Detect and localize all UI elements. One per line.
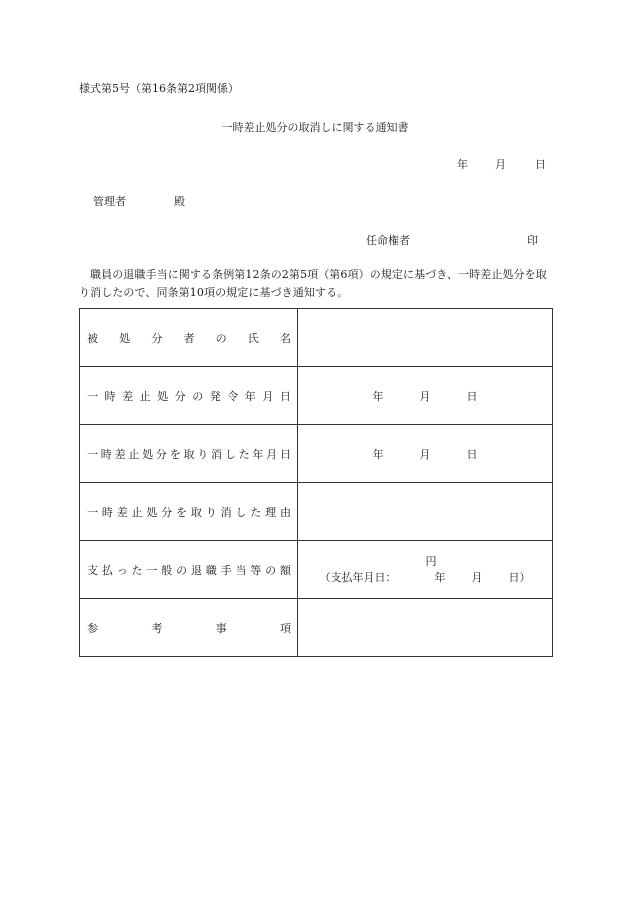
label-char: 日: [279, 389, 291, 403]
label-remarks: [80, 599, 298, 657]
label-char: 分: [174, 389, 186, 403]
label-characters: [87, 504, 291, 520]
label-char: の: [176, 563, 188, 577]
label-char: 年: [244, 389, 256, 403]
label-char: の: [265, 563, 277, 577]
label-char: 時: [100, 447, 112, 461]
payment-year-label: 年: [434, 570, 446, 584]
table-row: [80, 425, 553, 483]
label-char: た: [238, 447, 250, 461]
label-char: 処: [157, 389, 169, 403]
label-disposition-issue-date: [80, 367, 298, 425]
label-revocation-reason: [80, 483, 298, 541]
label-char: 当: [235, 563, 247, 577]
label-char: 一: [146, 563, 158, 577]
label-char: 般: [161, 563, 173, 577]
label-char: 処: [146, 505, 158, 519]
label-char: 令: [227, 389, 239, 403]
label-char: し: [235, 505, 247, 519]
label-char: 額: [279, 563, 291, 577]
label-char: の: [192, 389, 204, 403]
year-label: 年: [372, 389, 384, 403]
label-characters: [87, 562, 291, 578]
notice-table: [79, 308, 553, 657]
label-char: 者: [183, 331, 195, 345]
label-char: り: [197, 447, 209, 461]
label-char: 止: [139, 389, 151, 403]
table-row: [80, 599, 553, 657]
label-char: 一: [87, 389, 98, 403]
label-characters: [87, 388, 291, 404]
label-revocation-date: [80, 425, 298, 483]
month-label: 月: [419, 389, 431, 403]
issue-year-label: 年: [457, 158, 468, 171]
issue-day-label: 日: [535, 158, 546, 171]
label-char: 項: [279, 621, 291, 635]
month-label: 月: [419, 447, 431, 461]
seal-mark: 印: [527, 234, 538, 247]
label-char: た: [250, 505, 262, 519]
label-char: 一: [87, 505, 98, 519]
value-revocation-date[interactable]: [298, 425, 553, 483]
label-char: 止: [131, 505, 143, 519]
payment-date: [298, 570, 552, 586]
label-char: 職: [205, 563, 217, 577]
label-char: 月: [266, 447, 278, 461]
label-char: 消: [220, 505, 232, 519]
label-char: 理: [265, 505, 277, 519]
label-char: り: [205, 505, 217, 519]
label-char: 発: [209, 389, 221, 403]
issue-month-label: 月: [495, 158, 506, 171]
document-title: 一時差止処分の取消しに関する通知書: [221, 121, 409, 134]
label-char: 時: [104, 389, 116, 403]
label-char: 退: [190, 563, 202, 577]
value-disposition-issue-date[interactable]: [298, 367, 553, 425]
value-paid-allowance-amount[interactable]: [298, 541, 553, 599]
label-char: 分: [151, 331, 163, 345]
label-char: 取: [183, 447, 195, 461]
payment-month-label: 月: [471, 570, 483, 584]
label-char: た: [131, 563, 143, 577]
label-char: 参: [87, 621, 98, 635]
label-char: 支: [87, 563, 98, 577]
label-char: 処: [119, 331, 131, 345]
value-revocation-reason[interactable]: [298, 483, 553, 541]
addressee-name: 管理者: [93, 195, 126, 208]
label-char: 差: [122, 389, 134, 403]
body-line-2: り消したので、同条第10項の規定に基づき通知する。: [79, 286, 349, 299]
label-char: 年: [252, 447, 264, 461]
year-label: 年: [372, 447, 384, 461]
label-char: っ: [116, 563, 128, 577]
label-char: 手: [220, 563, 232, 577]
label-char: 被: [87, 331, 98, 345]
label-char: 等: [250, 563, 262, 577]
issue-date: [457, 156, 546, 172]
body-line-1: 職員の退職手当に関する条例第12条の2第5項（第6項）の規定に基づき、一時差止処分を取: [90, 268, 547, 281]
table-row: [80, 367, 553, 425]
label-char: 時: [101, 505, 113, 519]
label-characters: [87, 446, 291, 462]
label-char: を: [176, 505, 188, 519]
label-char: 消: [211, 447, 223, 461]
label-paid-allowance-amount: [80, 541, 298, 599]
label-char: 日: [279, 447, 291, 461]
label-characters: [87, 330, 291, 346]
label-char: 考: [151, 621, 163, 635]
table-row: [80, 483, 553, 541]
label-char: 分: [155, 447, 167, 461]
form-number: 様式第5号（第16条第2項関係）: [79, 82, 239, 95]
table-row: [80, 541, 553, 599]
label-char: 名: [279, 331, 291, 345]
value-remarks[interactable]: [298, 599, 553, 657]
addressee: [93, 193, 185, 209]
label-char: 止: [128, 447, 140, 461]
payment-day-label: 日）: [508, 570, 531, 584]
label-char: 月: [262, 389, 274, 403]
label-char: 払: [101, 563, 113, 577]
label-characters: [87, 620, 291, 636]
value-disposed-person-name[interactable]: [298, 309, 553, 367]
label-char: 氏: [247, 331, 259, 345]
label-char: 取: [190, 505, 202, 519]
amount-unit: 円: [425, 554, 437, 568]
label-char: の: [215, 331, 227, 345]
label-char: 一: [87, 447, 98, 461]
label-char: 事: [215, 621, 227, 635]
label-char: 由: [279, 505, 291, 519]
day-label: 日: [466, 447, 478, 461]
label-char: し: [224, 447, 236, 461]
appointer-label: 任命権者: [366, 234, 410, 247]
payment-date-prefix: （支払年月日：: [319, 570, 397, 584]
label-char: 分: [161, 505, 173, 519]
label-char: 差: [116, 505, 128, 519]
table-row: [80, 309, 553, 367]
label-char: 差: [114, 447, 126, 461]
label-char: 処: [142, 447, 154, 461]
day-label: 日: [466, 389, 478, 403]
addressee-honorific: 殿: [174, 195, 185, 208]
label-disposed-person-name: [80, 309, 298, 367]
label-char: を: [169, 447, 181, 461]
body-text: [79, 266, 555, 302]
